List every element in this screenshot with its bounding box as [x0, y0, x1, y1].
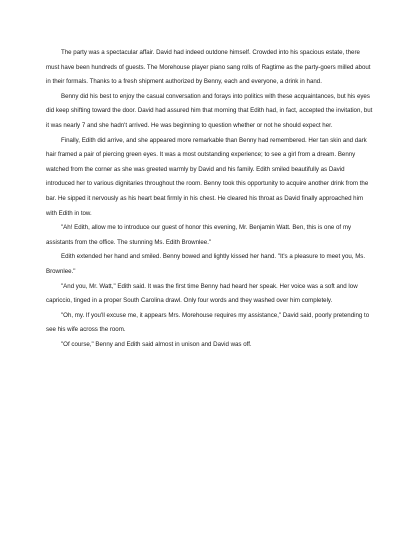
- paragraph-4: "Ah! Edith, allow me to introduce our guest of honor this evening, Mr. Benjamin Watt. Ben, this is one of my assistants from the office. The stunning Ms. Edith Brownlee.": [46, 224, 352, 246]
- paragraph-6: "And you, Mr. Watt," Edith said. It was the first time Benny had heard her speak. Her voice was a soft and low capriccio, tinged in a proper South Carolina drawl. Only four words and they washed over him completely.: [46, 282, 358, 305]
- paragraph-8: "Of course," Benny and Edith said almost in unison and David was off.: [61, 340, 252, 348]
- document-body: [46, 46, 374, 352]
- paragraph-1: The party was a spectacular affair. David had indeed outdone himself. Crowded into his spacious estate, there must have been hundreds of guests. The Morehouse player piano sang rolls of Ragtime as the party-goers milled about in their formals. Thanks to a fresh shipment authorized by Benny, each and everyone, a drink in hand.: [46, 49, 371, 86]
- paragraph-7: "Oh, my. If you'll excuse me, it appears Mrs. Morehouse requires my assistance," David said, poorly pretending to see his wife across the room.: [46, 311, 370, 334]
- paragraph-3: Finally, Edith did arrive, and she appeared more remarkable than Benny had remembered. Her tan skin and dark hair framed a pair of piercing green eyes. It was a most outstanding experience; to see a girl from a dream. Benny watched from the corner as she was greeted warmly by David and his family. Edith smiled beautifully as David introduced her to various dignitaries throughout the room. Benny took this opportunity to acquire another drink from the bar. He sipped it nervously as his heart beat firmly in his chest. He cleared his throat as David finally approached him with Edith in tow.: [46, 136, 369, 217]
- paragraph-5: Edith extended her hand and smiled. Benny bowed and lightly kissed her hand. "It's a pleasure to meet you, Ms. Brownlee.": [46, 253, 366, 275]
- paragraph-2: Benny did his best to enjoy the casual conversation and forays into politics with these acquaintances, but his eyes did keep shifting toward the door. David had assured him that morning that Edith had, in fact, accepted the invitation, but it was nearly 7 and she hadn't arrived. He was beginning to question whether or not he should expect her.: [46, 92, 373, 129]
